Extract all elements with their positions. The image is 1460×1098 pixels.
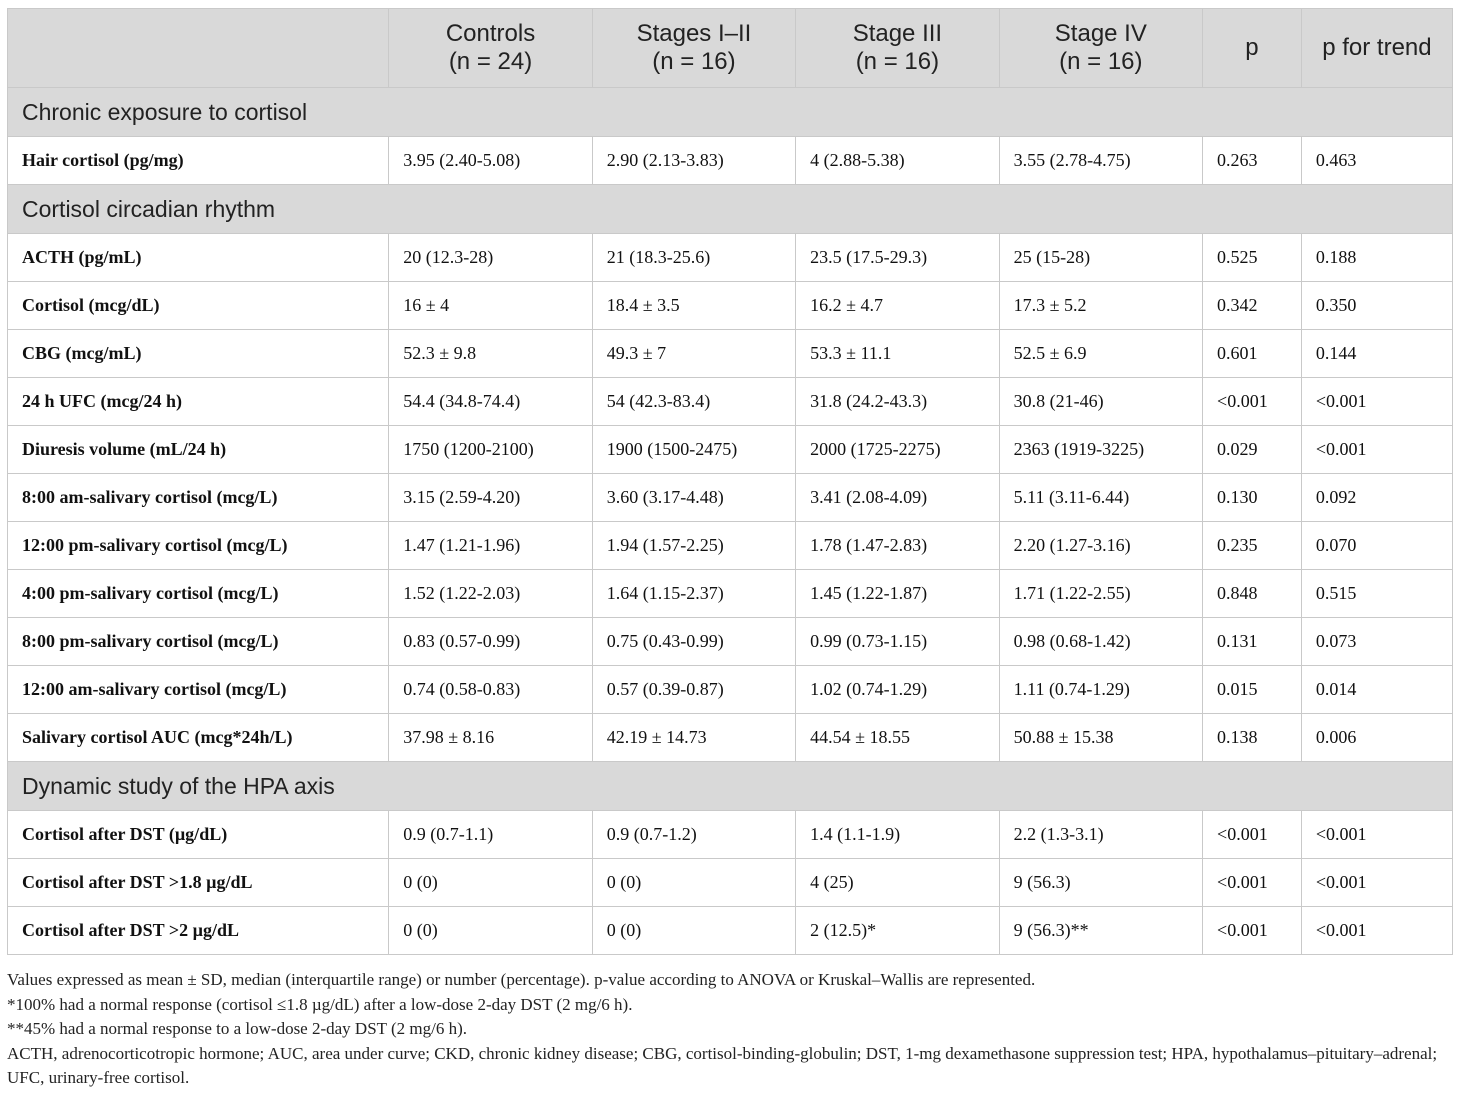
- table-row: [8, 618, 1453, 666]
- table-cell: 2.2 (1.3-3.1): [999, 811, 1202, 859]
- table-cell: 0.029: [1203, 426, 1302, 474]
- table-cell: 20 (12.3-28): [389, 234, 592, 282]
- table-cell: 0.263: [1203, 137, 1302, 185]
- table-cell: 0.83 (0.57-0.99): [389, 618, 592, 666]
- table-cell: 0.235: [1203, 522, 1302, 570]
- table-row: [8, 811, 1453, 859]
- header-row: [8, 9, 1453, 88]
- table-cell: <0.001: [1203, 859, 1302, 907]
- table-cell: 0.144: [1301, 330, 1452, 378]
- table-body: [8, 88, 1453, 955]
- section-title: Dynamic study of the HPA axis: [8, 762, 1453, 811]
- table-cell: 21 (18.3-25.6): [592, 234, 795, 282]
- table-cell: 25 (15-28): [999, 234, 1202, 282]
- row-label: 12:00 pm-salivary cortisol (mcg/L): [8, 522, 389, 570]
- table-header: [8, 9, 1453, 88]
- table-cell: 1750 (1200-2100): [389, 426, 592, 474]
- header-label: Stage III: [852, 20, 943, 47]
- table-cell: 0.98 (0.68-1.42): [999, 618, 1202, 666]
- table-cell: 2000 (1725-2275): [796, 426, 999, 474]
- section-title: Chronic exposure to cortisol: [8, 88, 1453, 137]
- table-cell: 0.073: [1301, 618, 1452, 666]
- table-cell: 52.3 ± 9.8: [389, 330, 592, 378]
- table-cell: 1.45 (1.22-1.87): [796, 570, 999, 618]
- table-row: [8, 282, 1453, 330]
- table-cell: 1900 (1500-2475): [592, 426, 795, 474]
- header-label: p: [1245, 34, 1259, 61]
- table-cell: 0.9 (0.7-1.2): [592, 811, 795, 859]
- table-row: [8, 714, 1453, 762]
- row-label: Cortisol after DST >1.8 µg/dL: [8, 859, 389, 907]
- table-cell: 2363 (1919-3225): [999, 426, 1202, 474]
- table-cell: 0.131: [1203, 618, 1302, 666]
- table-cell: 1.52 (1.22-2.03): [389, 570, 592, 618]
- row-label: Hair cortisol (pg/mg): [8, 137, 389, 185]
- table-cell: 16 ± 4: [389, 282, 592, 330]
- table-cell: 0.092: [1301, 474, 1452, 522]
- section-title: Cortisol circadian rhythm: [8, 185, 1453, 234]
- table-row: [8, 570, 1453, 618]
- header-count: (n = 24): [448, 48, 533, 75]
- header-cell-blank: [8, 9, 389, 88]
- row-label: 8:00 am-salivary cortisol (mcg/L): [8, 474, 389, 522]
- section-row: [8, 762, 1453, 811]
- table-cell: 31.8 (24.2-43.3): [796, 378, 999, 426]
- table-cell: 54 (42.3-83.4): [592, 378, 795, 426]
- table-cell: 3.60 (3.17-4.48): [592, 474, 795, 522]
- table-cell: 0.74 (0.58-0.83): [389, 666, 592, 714]
- table-cell: 1.78 (1.47-2.83): [796, 522, 999, 570]
- table-cell: 4 (25): [796, 859, 999, 907]
- table-cell: <0.001: [1301, 378, 1452, 426]
- table-row: [8, 666, 1453, 714]
- table-cell: 44.54 ± 18.55: [796, 714, 999, 762]
- header-cell-stage-4: [999, 9, 1202, 88]
- table-cell: 49.3 ± 7: [592, 330, 795, 378]
- table-cell: 1.94 (1.57-2.25): [592, 522, 795, 570]
- header-label: Stage IV: [1054, 20, 1147, 47]
- table-cell: 2.20 (1.27-3.16): [999, 522, 1202, 570]
- header-label: p for trend: [1322, 34, 1432, 61]
- table-cell: <0.001: [1301, 859, 1452, 907]
- table-cell: 1.64 (1.15-2.37): [592, 570, 795, 618]
- table-cell: 0.99 (0.73-1.15): [796, 618, 999, 666]
- table-cell: 0.57 (0.39-0.87): [592, 666, 795, 714]
- table-cell: 54.4 (34.8-74.4): [389, 378, 592, 426]
- table-row: [8, 474, 1453, 522]
- table-cell: 1.4 (1.1-1.9): [796, 811, 999, 859]
- table-cell: 0.006: [1301, 714, 1452, 762]
- table-cell: 0 (0): [389, 859, 592, 907]
- row-label: Salivary cortisol AUC (mcg*24h/L): [8, 714, 389, 762]
- header-label: Stages I–II: [636, 20, 752, 47]
- header-cell-controls: [389, 9, 592, 88]
- table-cell: 16.2 ± 4.7: [796, 282, 999, 330]
- table-cell: 0.75 (0.43-0.99): [592, 618, 795, 666]
- table-cell: 3.41 (2.08-4.09): [796, 474, 999, 522]
- table-cell: 0.9 (0.7-1.1): [389, 811, 592, 859]
- header-count: (n = 16): [652, 48, 736, 75]
- header-label: Controls: [445, 20, 536, 47]
- footnote-double-asterisk: **45% had a normal response to a low-dose 2-day DST (2 mg/6 h).: [7, 1019, 468, 1038]
- table-row: [8, 522, 1453, 570]
- table-cell: 23.5 (17.5-29.3): [796, 234, 999, 282]
- table-row: [8, 378, 1453, 426]
- table-cell: 1.71 (1.22-2.55): [999, 570, 1202, 618]
- table-row: [8, 234, 1453, 282]
- table-cell: 0.014: [1301, 666, 1452, 714]
- table-row: [8, 907, 1453, 955]
- table-cell: 0 (0): [592, 907, 795, 955]
- row-label: 24 h UFC (mcg/24 h): [8, 378, 389, 426]
- table-cell: 3.15 (2.59-4.20): [389, 474, 592, 522]
- table-row: [8, 137, 1453, 185]
- table-cell: <0.001: [1301, 811, 1452, 859]
- table-cell: <0.001: [1301, 426, 1452, 474]
- row-label: ACTH (pg/mL): [8, 234, 389, 282]
- header-count: (n = 16): [855, 48, 940, 75]
- table-cell: 0.848: [1203, 570, 1302, 618]
- table-cell: 0 (0): [389, 907, 592, 955]
- table-cell: 0.138: [1203, 714, 1302, 762]
- footnote-single-asterisk: *100% had a normal response (cortisol ≤1.8 µg/dL) after a low-dose 2-day DST (2 mg/6 h).: [7, 994, 633, 1014]
- table-cell: 0.070: [1301, 522, 1452, 570]
- header-cell-p-for-trend: [1301, 9, 1452, 88]
- footnote-abbreviations: ACTH, adrenocorticotropic hormone; AUC, area under curve; CKD, chronic kidney disease; CBG, cortisol-binding-globulin; DST, 1-mg dexamethasone suppression test; HPA, hypothalamus–pituitary–adrenal; UFC, urinary-free cortisol.: [7, 1043, 1438, 1087]
- row-label: 4:00 pm-salivary cortisol (mcg/L): [8, 570, 389, 618]
- table-cell: 4 (2.88-5.38): [796, 137, 999, 185]
- row-label: CBG (mcg/mL): [8, 330, 389, 378]
- table-row: [8, 859, 1453, 907]
- table-cell: 0.130: [1203, 474, 1302, 522]
- table-cell: <0.001: [1203, 378, 1302, 426]
- table-cell: 5.11 (3.11-6.44): [999, 474, 1202, 522]
- table-cell: 0.015: [1203, 666, 1302, 714]
- table-cell: 30.8 (21-46): [999, 378, 1202, 426]
- table-cell: 3.95 (2.40-5.08): [389, 137, 592, 185]
- table-cell: 1.11 (0.74-1.29): [999, 666, 1202, 714]
- header-cell-stage-3: [796, 9, 999, 88]
- table-cell: <0.001: [1203, 907, 1302, 955]
- table-cell: 0.342: [1203, 282, 1302, 330]
- table-cell: 2.90 (2.13-3.83): [592, 137, 795, 185]
- table-cell: 9 (56.3): [999, 859, 1202, 907]
- results-table-container: [7, 8, 1453, 955]
- table-row: [8, 330, 1453, 378]
- table-cell: <0.001: [1301, 907, 1452, 955]
- table-cell: 2 (12.5)*: [796, 907, 999, 955]
- table-cell: 50.88 ± 15.38: [999, 714, 1202, 762]
- table-cell: 0.525: [1203, 234, 1302, 282]
- row-label: Cortisol after DST (µg/dL): [8, 811, 389, 859]
- row-label: Diuresis volume (mL/24 h): [8, 426, 389, 474]
- table-cell: 17.3 ± 5.2: [999, 282, 1202, 330]
- table-cell: 0.188: [1301, 234, 1452, 282]
- row-label: 8:00 pm-salivary cortisol (mcg/L): [8, 618, 389, 666]
- section-row: [8, 185, 1453, 234]
- table-cell: 0.350: [1301, 282, 1452, 330]
- section-row: [8, 88, 1453, 137]
- table-cell: 0.463: [1301, 137, 1452, 185]
- table-cell: 3.55 (2.78-4.75): [999, 137, 1202, 185]
- header-cell-p: [1203, 9, 1302, 88]
- table-cell: <0.001: [1203, 811, 1302, 859]
- table-cell: 53.3 ± 11.1: [796, 330, 999, 378]
- header-count: (n = 16): [1059, 48, 1143, 75]
- table-row: [8, 426, 1453, 474]
- header-cell-stages-1-2: [592, 9, 795, 88]
- row-label: Cortisol after DST >2 µg/dL: [8, 907, 389, 955]
- footnote-values-expressed: Values expressed as mean ± SD, median (interquartile range) or number (percentage). p-value according to ANOVA or Kruskal–Wallis are represented.: [7, 970, 1036, 989]
- table-footnotes: [7, 968, 1453, 1091]
- row-label: 12:00 am-salivary cortisol (mcg/L): [8, 666, 389, 714]
- results-table: [7, 8, 1453, 955]
- table-cell: 0 (0): [592, 859, 795, 907]
- table-cell: 1.02 (0.74-1.29): [796, 666, 999, 714]
- table-cell: 37.98 ± 8.16: [389, 714, 592, 762]
- table-cell: 52.5 ± 6.9: [999, 330, 1202, 378]
- table-cell: 1.47 (1.21-1.96): [389, 522, 592, 570]
- table-cell: 18.4 ± 3.5: [592, 282, 795, 330]
- table-cell: 0.515: [1301, 570, 1452, 618]
- row-label: Cortisol (mcg/dL): [8, 282, 389, 330]
- table-cell: 9 (56.3)**: [999, 907, 1202, 955]
- table-cell: 0.601: [1203, 330, 1302, 378]
- table-cell: 42.19 ± 14.73: [592, 714, 795, 762]
